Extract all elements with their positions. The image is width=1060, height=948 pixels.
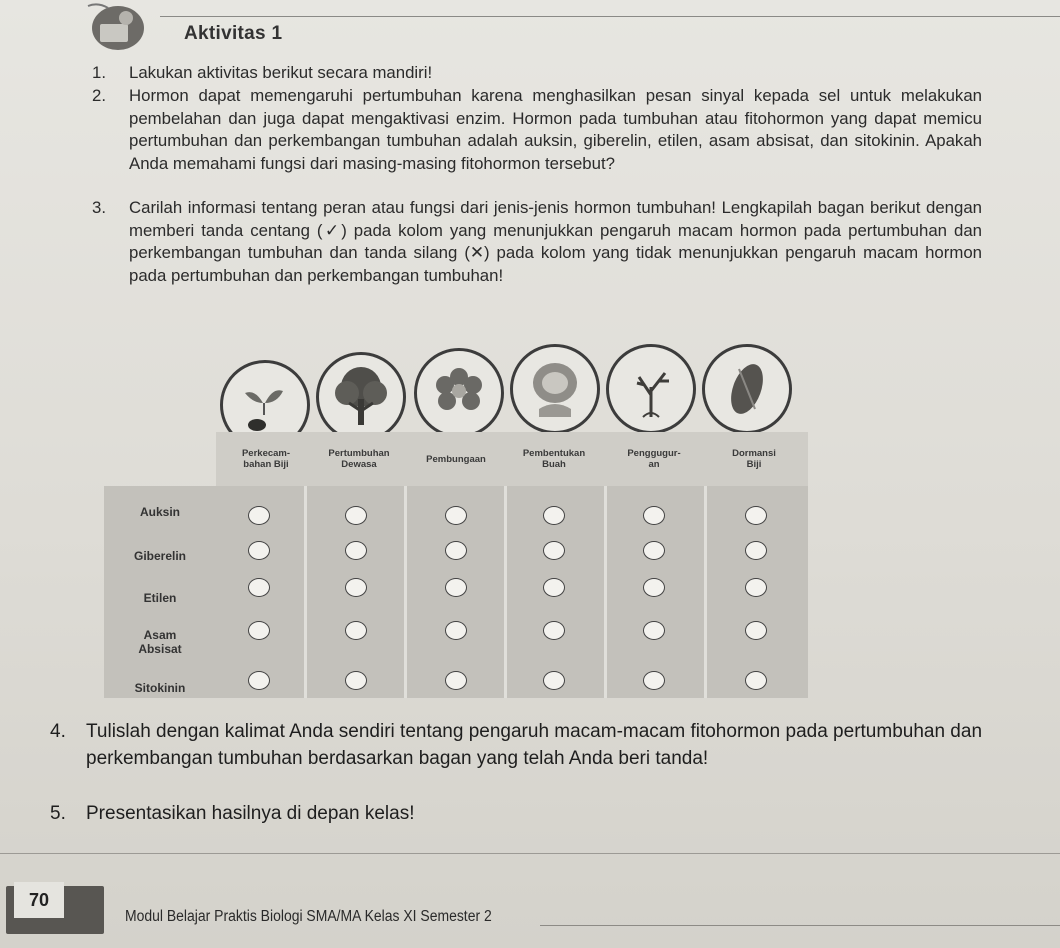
instruction-1 bbox=[92, 62, 982, 85]
instruction-number: 1. bbox=[92, 63, 106, 82]
instruction-number: 5. bbox=[50, 803, 66, 824]
instruction-text: Lakukan aktivitas berikut secara mandiri! bbox=[129, 63, 433, 82]
row-label-sitokinin: Sitokinin bbox=[134, 681, 186, 695]
seed-icon bbox=[702, 344, 792, 434]
title-rule bbox=[160, 16, 1060, 17]
instruction-3 bbox=[92, 197, 982, 287]
answer-circle[interactable] bbox=[345, 671, 367, 690]
footer-line bbox=[540, 925, 1060, 926]
answer-circle[interactable] bbox=[248, 506, 270, 525]
instruction-text: Presentasikan hasilnya di depan kelas! bbox=[86, 803, 415, 824]
answer-circle[interactable] bbox=[543, 671, 565, 690]
answer-circle[interactable] bbox=[745, 578, 767, 597]
fruit-icon bbox=[510, 344, 600, 434]
column-header: Pembentukan Buah bbox=[522, 448, 586, 470]
column-header: Perkecam- bahan Biji bbox=[241, 448, 291, 470]
answer-circle[interactable] bbox=[445, 541, 467, 560]
instruction-2 bbox=[92, 85, 982, 175]
answer-circle[interactable] bbox=[445, 621, 467, 640]
hormone-table bbox=[104, 432, 808, 698]
answer-circle[interactable] bbox=[745, 671, 767, 690]
column-header: Dormansi Biji bbox=[732, 448, 776, 470]
answer-circle[interactable] bbox=[745, 621, 767, 640]
answer-circle[interactable] bbox=[248, 621, 270, 640]
answer-circle[interactable] bbox=[643, 621, 665, 640]
answer-circle[interactable] bbox=[543, 621, 565, 640]
answer-circle[interactable] bbox=[248, 578, 270, 597]
instruction-number: 4. bbox=[50, 721, 66, 742]
plant-stage-icons bbox=[214, 340, 804, 432]
instruction-number: 3. bbox=[92, 198, 106, 217]
answer-circle[interactable] bbox=[445, 578, 467, 597]
row-label-giberelin: Giberelin bbox=[133, 549, 186, 563]
answer-circle[interactable] bbox=[345, 541, 367, 560]
instruction-text: Hormon dapat memengaruhi pertumbuhan karena menghasilkan pesan sinyal kepada sel untuk melakukan pembelahan dan juga dapat mengaktivasi enzim. Hormon pada tumbuhan atau fitohormon yang dapat memicu pertumbuhan dan perkembangan tumbuhan adalah auksin, giberelin, etilen, asam absisat, dan sitokinin. Apakah Anda memahami fungsi dari masing-masing fitohormon tersebut? bbox=[129, 86, 982, 173]
answer-circle[interactable] bbox=[543, 506, 565, 525]
book-title: Modul Belajar Praktis Biologi SMA/MA Kelas XI Semester 2 bbox=[125, 908, 492, 925]
row-label-etilen: Etilen bbox=[143, 591, 177, 605]
tree-icon bbox=[316, 352, 406, 442]
answer-circle[interactable] bbox=[745, 541, 767, 560]
activity-title: Aktivitas 1 bbox=[184, 23, 283, 44]
instruction-4 bbox=[50, 718, 1040, 772]
answer-circle[interactable] bbox=[643, 578, 665, 597]
column-header: Pertumbuhan Dewasa bbox=[328, 448, 390, 470]
instruction-text: Tulislah dengan kalimat Anda sendiri tentang pengaruh macam-macam fitohormon pada pertumbuhan dan perkembangan tumbuhan berdasarkan bagan yang telah Anda beri tanda! bbox=[86, 721, 983, 769]
answer-circle[interactable] bbox=[643, 671, 665, 690]
page-number: 70 bbox=[14, 882, 64, 918]
bare-tree-icon bbox=[606, 344, 696, 434]
flower-icon bbox=[414, 348, 504, 438]
footer-rule bbox=[0, 853, 1060, 854]
answer-circle[interactable] bbox=[248, 671, 270, 690]
column-divider bbox=[404, 486, 407, 698]
column-header: Penggugur- an bbox=[627, 448, 681, 470]
column-divider bbox=[504, 486, 507, 698]
instruction-text: Carilah informasi tentang peran atau fungsi dari jenis-jenis hormon tumbuhan! Lengkapilah bagan berikut dengan memberi tanda centang (✓) pada kolom yang menunjukkan pengaruh macam hormon pada pertumbuhan dan perkembangan tumbuhan dan tanda silang (✕) pada kolom yang tidak menunjukkan pengaruh macam hormon pada pertumbuhan dan perkembangan tumbuhan! bbox=[129, 198, 982, 285]
instruction-number: 2. bbox=[92, 86, 106, 105]
answer-circle[interactable] bbox=[345, 621, 367, 640]
answer-circle[interactable] bbox=[643, 506, 665, 525]
answer-circle[interactable] bbox=[248, 541, 270, 560]
column-divider bbox=[604, 486, 607, 698]
answer-circle[interactable] bbox=[445, 506, 467, 525]
answer-circle[interactable] bbox=[345, 506, 367, 525]
instruction-5 bbox=[50, 800, 1040, 827]
activity-logo-icon bbox=[78, 0, 156, 56]
answer-circle[interactable] bbox=[445, 671, 467, 690]
row-label-asam-absisat: Asam Absisat bbox=[138, 628, 182, 656]
row-label-auksin: Auksin bbox=[139, 505, 180, 519]
answer-circle[interactable] bbox=[643, 541, 665, 560]
answer-circle[interactable] bbox=[543, 578, 565, 597]
answer-circle[interactable] bbox=[543, 541, 565, 560]
answer-circle[interactable] bbox=[345, 578, 367, 597]
column-divider bbox=[304, 486, 307, 698]
column-divider bbox=[704, 486, 707, 698]
answer-circle[interactable] bbox=[745, 506, 767, 525]
column-header: Pembungaan bbox=[426, 453, 486, 465]
